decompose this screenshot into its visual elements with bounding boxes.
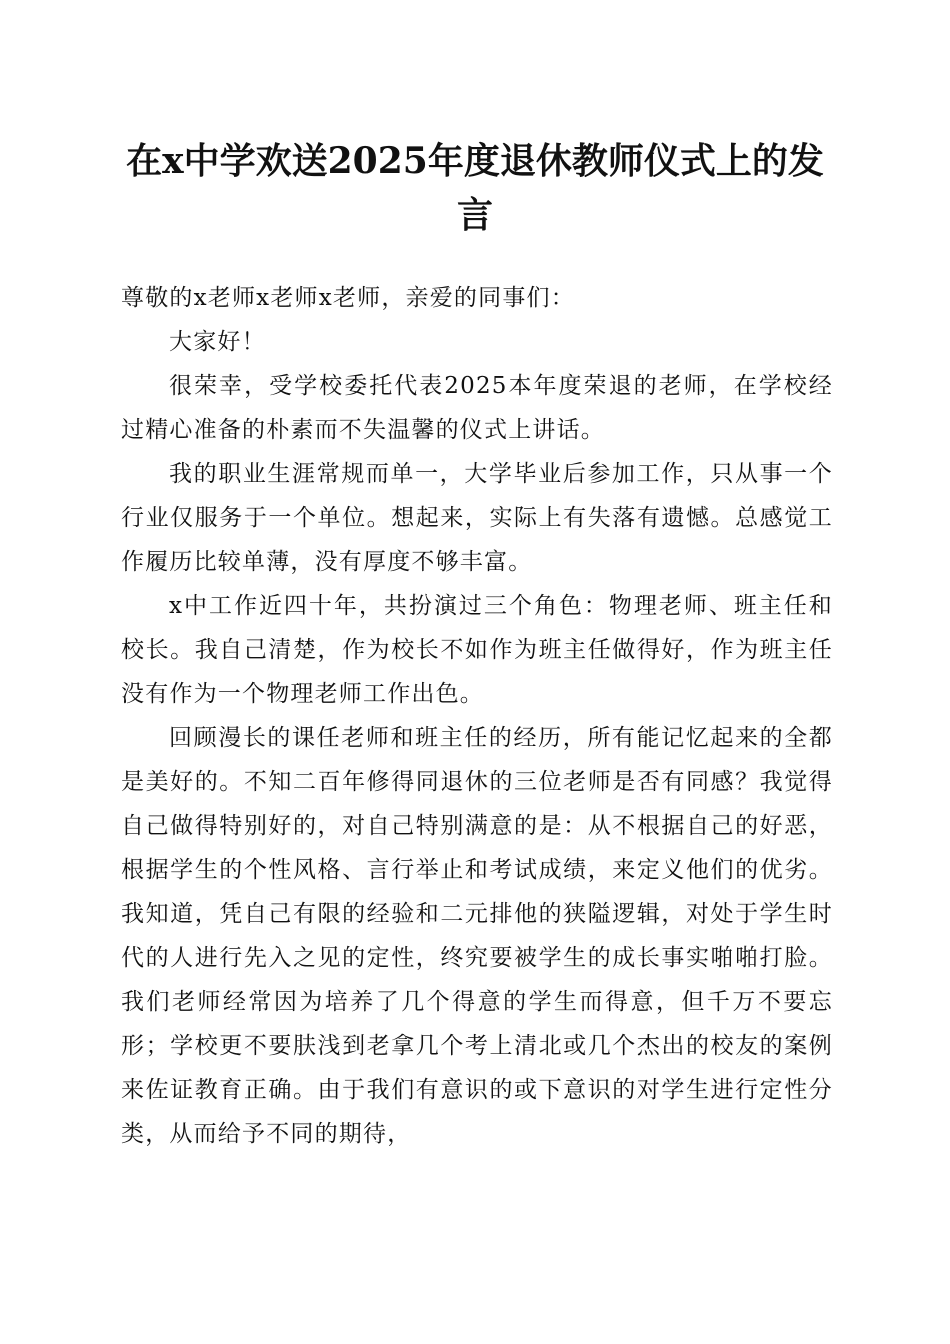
document-title: 在x中学欢送2025年度退休教师仪式上的发言 xyxy=(126,140,824,236)
document-body xyxy=(121,276,833,1156)
paragraph: x中工作近四十年，共扮演过三个角色：物理老师、班主任和校长。我自己清楚，作为校长不如作为班主任做得好，作为班主任没有作为一个物理老师工作出色。 xyxy=(121,593,833,707)
paragraph: 回顾漫长的课任老师和班主任的经历，所有能记忆起来的全都是美好的。不知二百年修得同退休的三位老师是否有同感？我觉得自己做得特别好的，对自己特别满意的是：从不根据自己的好恶，根据学生的个性风格、言行举止和考试成绩，来定义他们的优劣。我知道，凭自己有限的经验和二元排他的狭隘逻辑，对处于学生时代的人进行先入之见的定性，终究要被学生的成长事实啪啪打脸。我们老师经常因为培养了几个得意的学生而得意，但千万不要忘形；学校更不要肤浅到老拿几个考上清北或几个杰出的校友的案例来佐证教育正确。由于我们有意识的或下意识的对学生进行定性分类，从而给予不同的期待， xyxy=(121,725,833,1147)
salutation: 尊敬的x老师x老师x老师，亲爱的同事们： xyxy=(121,285,575,311)
paragraph: 我的职业生涯常规而单一，大学毕业后参加工作，只从事一个行业仅服务于一个单位。想起来，实际上有失落有遗憾。总感觉工作履历比较单薄，没有厚度不够丰富。 xyxy=(121,461,833,575)
paragraph: 很荣幸，受学校委托代表2025本年度荣退的老师，在学校经过精心准备的朴素而不失温馨的仪式上讲话。 xyxy=(121,373,833,443)
paragraph-greeting: 大家好！ xyxy=(169,329,266,355)
